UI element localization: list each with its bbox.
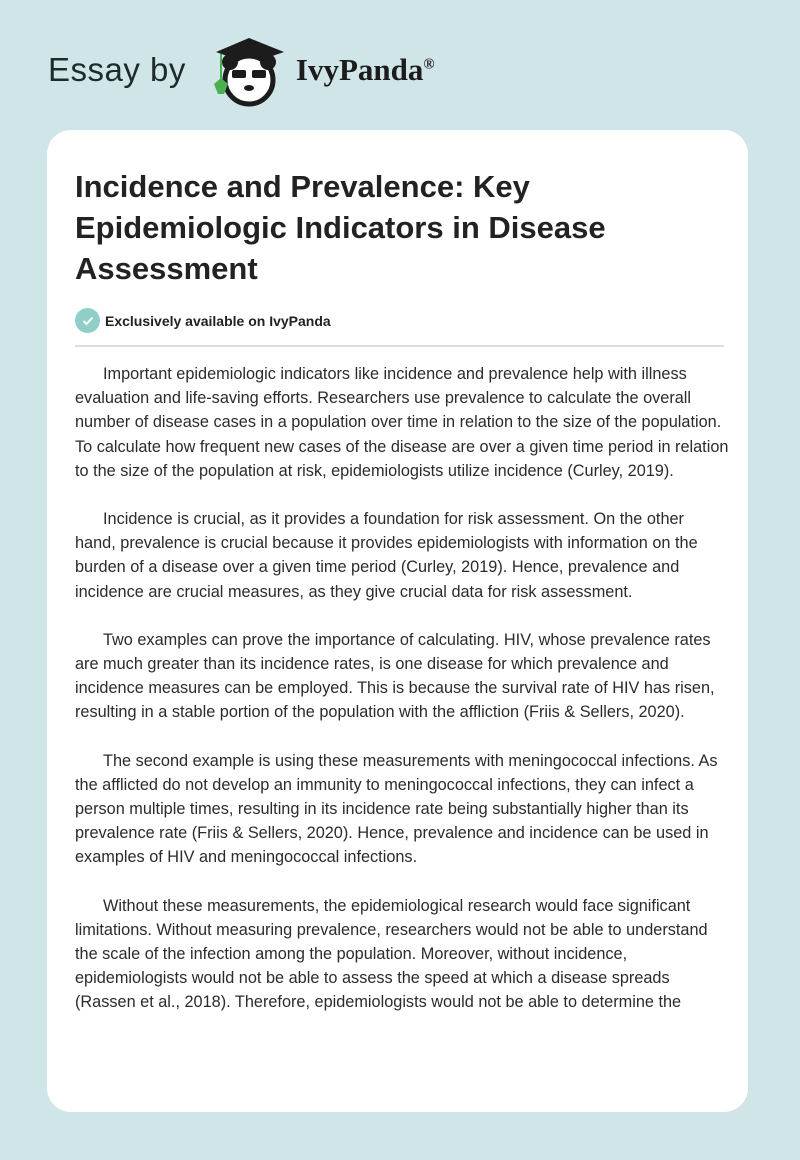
divider [75, 345, 724, 347]
check-icon [75, 308, 100, 333]
registered-mark: ® [423, 56, 435, 73]
paragraph: Two examples can prove the importance of calculating. HIV, whose prevalence rates are much greater than its incidence rates, is one disease for which prevalence and incidence measures can be employed. This is because the survival rate of HIV has risen, resulting in a stable portion of the population with the affliction (Friis & Sellers, 2020). [75, 630, 715, 722]
exclusive-badge [75, 308, 331, 333]
ivypanda-logo-icon[interactable] [204, 30, 294, 110]
paragraph: Important epidemiologic indicators like incidence and prevalence help with illness evaluation and life-saving efforts. Researchers use prevalence to calculate the overall number of disease cases in a population over time in relation to the size of the population. To calculate how frequent new cases of the disease are over a given time period in relation to the size of the population at risk, epidemiologists utilize incidence (Curley, 2019). [75, 365, 729, 480]
essay-card [47, 130, 748, 1112]
brand-text: IvyPanda [295, 52, 424, 87]
brand-name[interactable] [296, 52, 435, 88]
badge-text: Exclusively available on IvyPanda [105, 312, 331, 329]
paragraph: Incidence is crucial, as it provides a foundation for risk assessment. On the other hand, prevalence is crucial because it provides epidemiologists with information on the burden of a disease over a given time period (Curley, 2019). Hence, prevalence and incidence are crucial measures, as they give crucial data for risk assessment. [75, 510, 698, 601]
site-header [48, 30, 435, 110]
essay-by-label: Essay by [48, 51, 186, 88]
paragraph: The second example is using these measurements with meningococcal infections. As the afflicted do not develop an immunity to meningococcal infections, they can infect a person multiple times, resulting in its incidence rate being substantially higher than its prevalence rate (Friis & Sellers, 2020). Hence, prevalence and incidence can be used in examples of HIV and meningococcal infections. [75, 751, 718, 867]
page-title: Incidence and Prevalence: Key Epidemiologic Indicators in Disease Assessment [75, 169, 606, 286]
paragraph: Without these measurements, the epidemiological research would face significant limitations. Without measuring prevalence, researchers would not be able to understand the scale of the infection among the population. Moreover, without incidence, epidemiologists would not be able to assess the speed at which a disease spreads (Rassen et al., 2018). Therefore, epidemiologists would not be able to determine the [75, 896, 708, 1012]
essay-body [75, 362, 729, 1039]
